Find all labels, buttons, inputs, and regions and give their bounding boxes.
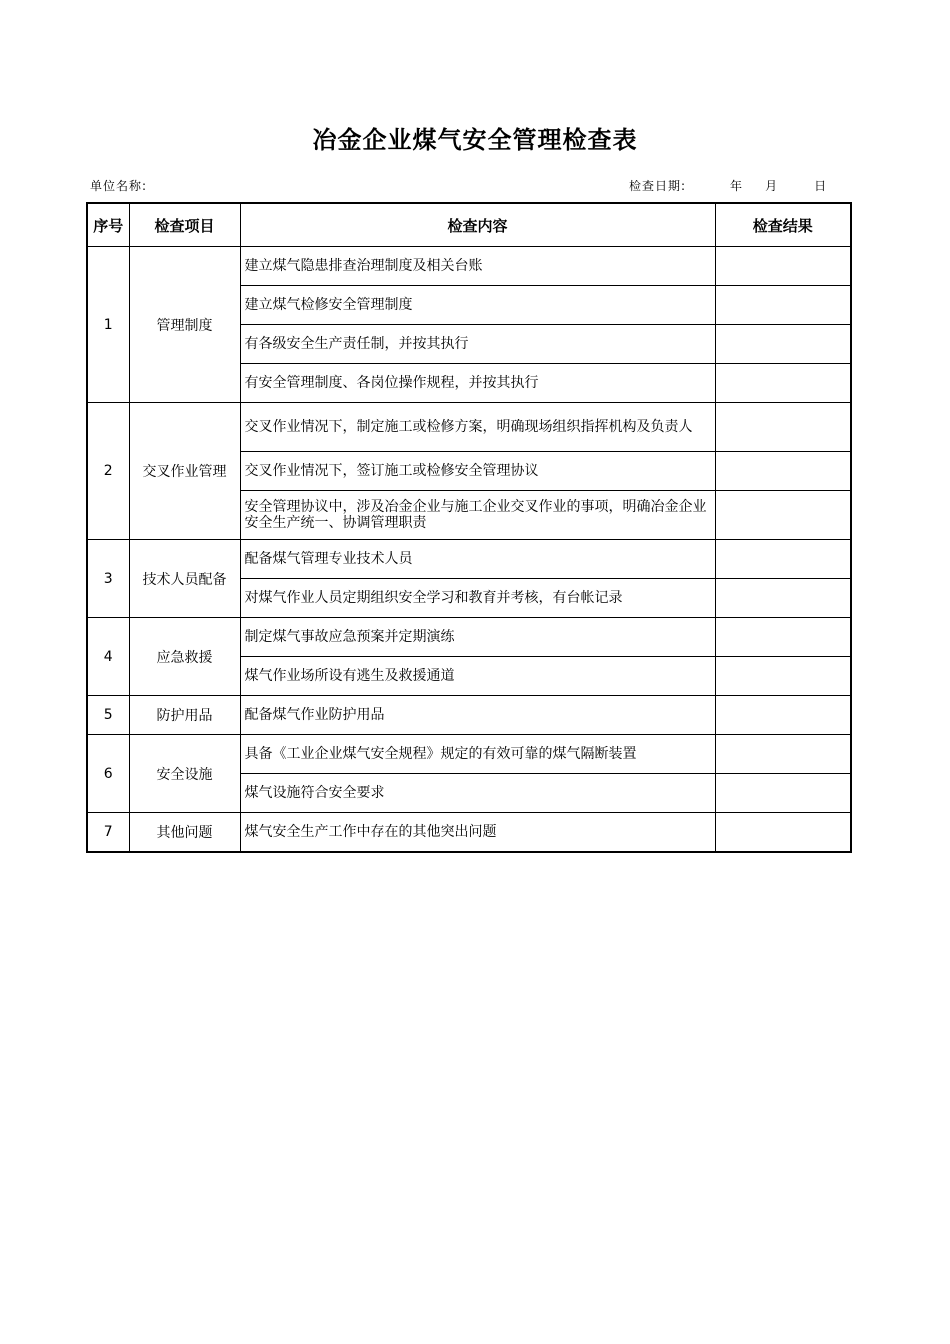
check-content: 有安全管理制度、各岗位操作规程，并按其执行 bbox=[240, 364, 715, 403]
check-result-cell[interactable] bbox=[715, 286, 851, 325]
table-row bbox=[87, 618, 851, 657]
row-number: 3 bbox=[87, 540, 129, 618]
row-number: 2 bbox=[87, 403, 129, 540]
check-item: 防护用品 bbox=[129, 696, 240, 735]
table-row bbox=[87, 247, 851, 286]
check-content: 交叉作业情况下，签订施工或检修安全管理协议 bbox=[240, 452, 715, 491]
check-item: 技术人员配备 bbox=[129, 540, 240, 618]
row-number: 7 bbox=[87, 813, 129, 853]
table-row bbox=[87, 735, 851, 774]
check-item: 交叉作业管理 bbox=[129, 403, 240, 540]
check-result-cell[interactable] bbox=[715, 452, 851, 491]
check-content: 配备煤气管理专业技术人员 bbox=[240, 540, 715, 579]
check-item: 管理制度 bbox=[129, 247, 240, 403]
check-result-cell[interactable] bbox=[715, 813, 851, 853]
date-month-label: 月 bbox=[765, 179, 779, 193]
check-content: 有各级安全生产责任制，并按其执行 bbox=[240, 325, 715, 364]
row-number: 1 bbox=[87, 247, 129, 403]
inspection-date-label: 检查日期: bbox=[629, 179, 687, 193]
table-row bbox=[87, 696, 851, 735]
check-result-cell[interactable] bbox=[715, 403, 851, 452]
check-content: 具备《工业企业煤气安全规程》规定的有效可靠的煤气隔断装置 bbox=[240, 735, 715, 774]
check-result-cell[interactable] bbox=[715, 247, 851, 286]
check-content: 安全管理协议中，涉及冶金企业与施工企业交叉作业的事项，明确冶金企业安全生产统一、协调管理职责 bbox=[240, 491, 715, 540]
inspection-date bbox=[629, 177, 827, 194]
check-result-cell[interactable] bbox=[715, 540, 851, 579]
header-no: 序号 bbox=[87, 203, 129, 247]
page-title: 冶金企业煤气安全管理检查表 bbox=[312, 125, 638, 154]
table-row bbox=[87, 403, 851, 452]
header-item: 检查项目 bbox=[129, 203, 240, 247]
check-item: 应急救援 bbox=[129, 618, 240, 696]
check-content: 煤气安全生产工作中存在的其他突出问题 bbox=[240, 813, 715, 853]
header-content: 检查内容 bbox=[240, 203, 715, 247]
check-result-cell[interactable] bbox=[715, 325, 851, 364]
check-content: 交叉作业情况下，制定施工或检修方案，明确现场组织指挥机构及负责人 bbox=[240, 403, 715, 452]
check-content: 对煤气作业人员定期组织安全学习和教育并考核，有台帐记录 bbox=[240, 579, 715, 618]
row-number: 4 bbox=[87, 618, 129, 696]
header-result: 检查结果 bbox=[715, 203, 851, 247]
check-content: 制定煤气事故应急预案并定期演练 bbox=[240, 618, 715, 657]
table-row bbox=[87, 540, 851, 579]
check-result-cell[interactable] bbox=[715, 657, 851, 696]
row-number: 5 bbox=[87, 696, 129, 735]
check-result-cell[interactable] bbox=[715, 618, 851, 657]
inspection-table bbox=[86, 202, 852, 853]
unit-name-label: 单位名称: bbox=[90, 179, 148, 193]
check-result-cell[interactable] bbox=[715, 735, 851, 774]
check-result-cell[interactable] bbox=[715, 491, 851, 540]
check-result-cell[interactable] bbox=[715, 774, 851, 813]
check-result-cell[interactable] bbox=[715, 696, 851, 735]
check-result-cell[interactable] bbox=[715, 364, 851, 403]
date-day-label: 日 bbox=[814, 179, 828, 193]
check-content: 煤气设施符合安全要求 bbox=[240, 774, 715, 813]
check-item: 安全设施 bbox=[129, 735, 240, 813]
check-content: 建立煤气检修安全管理制度 bbox=[240, 286, 715, 325]
check-content: 配备煤气作业防护用品 bbox=[240, 696, 715, 735]
row-number: 6 bbox=[87, 735, 129, 813]
check-content: 建立煤气隐患排查治理制度及相关台账 bbox=[240, 247, 715, 286]
check-result-cell[interactable] bbox=[715, 579, 851, 618]
table-header-row bbox=[87, 203, 851, 247]
date-year-label: 年 bbox=[730, 179, 744, 193]
check-content: 煤气作业场所设有逃生及救援通道 bbox=[240, 657, 715, 696]
check-item: 其他问题 bbox=[129, 813, 240, 853]
table-row bbox=[87, 813, 851, 853]
